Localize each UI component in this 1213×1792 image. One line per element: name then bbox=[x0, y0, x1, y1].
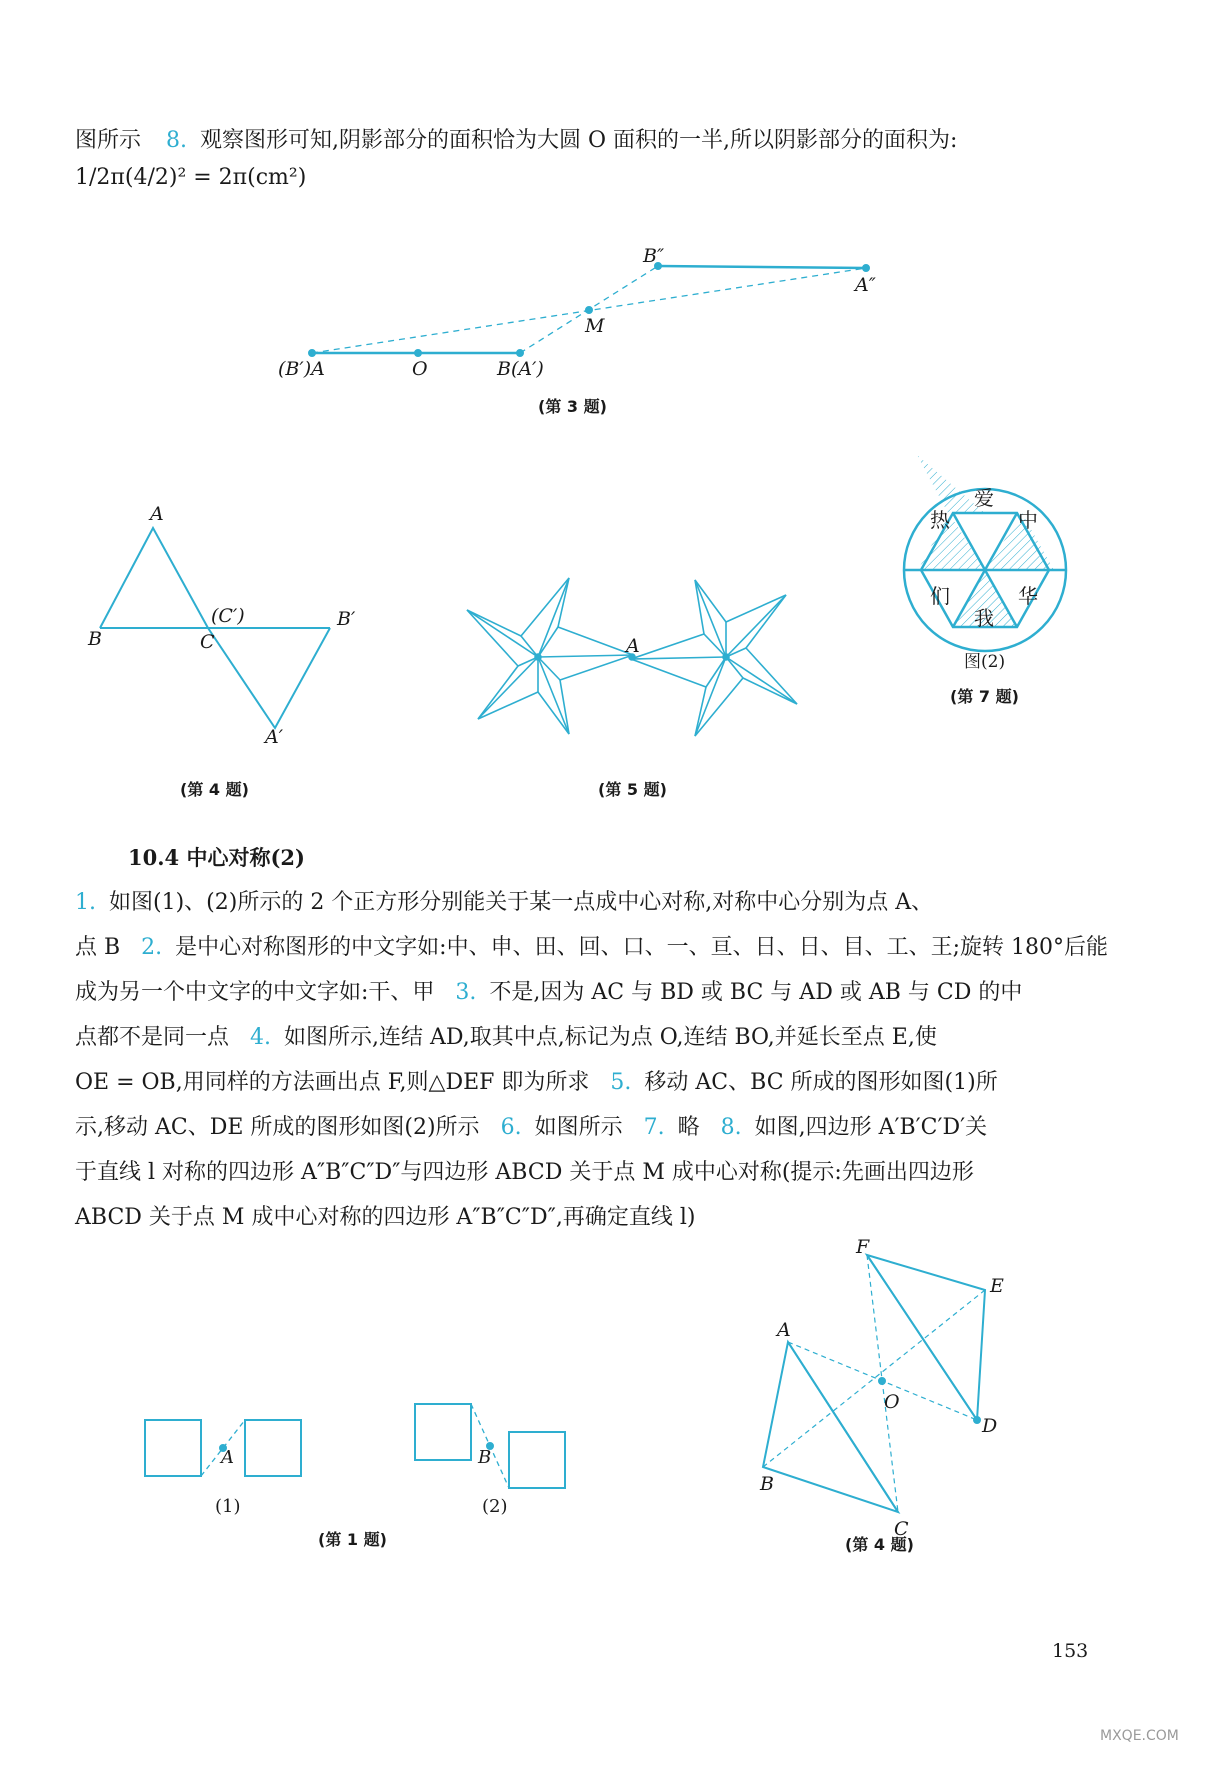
answer-text: 如图(1)、(2)所示的 2 个正方形分别能关于某一点成中心对称,对称中心分别为点 A、 bbox=[109, 890, 934, 915]
para-line-3 bbox=[75, 980, 1095, 1006]
answer-text: 点都不是同一点 bbox=[75, 1025, 230, 1050]
page-number: 153 bbox=[1052, 1640, 1089, 1662]
point-D bbox=[974, 1417, 980, 1423]
answer-text: OE = OB,用同样的方法画出点 F,则△DEF 即为所求 bbox=[75, 1070, 590, 1095]
watermark: MXQE.COM bbox=[1100, 1728, 1179, 1744]
star-right bbox=[631, 580, 797, 736]
para-line-6 bbox=[75, 1115, 1095, 1141]
point-B bbox=[517, 350, 524, 357]
char-re: 热 bbox=[930, 508, 950, 532]
triangle-ABC bbox=[100, 528, 208, 628]
answer-text: 如图,四边形 A′B′C′D′关 bbox=[754, 1115, 988, 1140]
text-fragment: 图所示 bbox=[75, 128, 142, 153]
answer-text: 于直线 l 对称的四边形 A″B″C″D″与四边形 ABCD 关于点 M 成中心对称(提示:先画出四边形 bbox=[75, 1160, 974, 1185]
label-B2: B″ bbox=[643, 245, 665, 267]
point-O bbox=[415, 350, 422, 357]
label-C: C bbox=[894, 1518, 909, 1540]
label-O: O bbox=[412, 358, 428, 380]
label-M: M bbox=[585, 315, 605, 337]
answer-text: 不是,因为 AC 与 BD 或 BC 与 AD 或 AB 与 CD 的中 bbox=[489, 980, 1023, 1005]
label-A: A bbox=[626, 635, 640, 657]
point-O bbox=[879, 1378, 885, 1384]
answer-text: 观察图形可知,阴影部分的面积恰为大圆 O 面积的一半,所以阴影部分的面积为: bbox=[200, 128, 958, 153]
star-left bbox=[467, 578, 633, 734]
para-line-2 bbox=[75, 935, 1108, 961]
center-right bbox=[723, 654, 729, 660]
label-E: E bbox=[990, 1275, 1004, 1297]
figure-5 bbox=[467, 578, 797, 736]
sublabel-1: (1) bbox=[215, 1496, 241, 1517]
segment-AC bbox=[788, 1342, 898, 1512]
question-number: 2. bbox=[141, 935, 163, 960]
question-number: 8. bbox=[720, 1115, 742, 1140]
question-number: 7. bbox=[643, 1115, 665, 1140]
figure-3 bbox=[309, 263, 870, 357]
char-zhong: 中 bbox=[1018, 508, 1038, 532]
question-number: 4. bbox=[250, 1025, 272, 1050]
sublabel-2: (2) bbox=[482, 1496, 508, 1517]
answer-text: 如图所示,连结 AD,取其中点,标记为点 O,连结 BO,并延长至点 E,使 bbox=[284, 1025, 937, 1050]
triangle-ABC bbox=[763, 1342, 898, 1512]
square-left bbox=[145, 1420, 201, 1476]
question-number: 5. bbox=[610, 1070, 632, 1095]
point-A bbox=[309, 350, 316, 357]
figure-squares-2 bbox=[415, 1404, 565, 1488]
label-A2: A″ bbox=[855, 274, 876, 296]
label-B: B bbox=[760, 1473, 774, 1495]
label-A: A bbox=[221, 1447, 234, 1468]
caption-fig5: (第 5 题) bbox=[598, 780, 667, 799]
label-A: (B′)A bbox=[278, 358, 325, 380]
question-number: 8. bbox=[166, 128, 188, 153]
label-A: A bbox=[150, 503, 164, 525]
square-top bbox=[415, 1404, 471, 1460]
label-B: B bbox=[88, 628, 102, 650]
answer-text: 点 B bbox=[75, 935, 121, 960]
label-F: F bbox=[856, 1236, 870, 1258]
point-M bbox=[586, 307, 593, 314]
triangle-ApBpCp bbox=[208, 628, 330, 728]
question-number: 6. bbox=[500, 1115, 522, 1140]
char-ai: 爱 bbox=[974, 486, 994, 510]
answer-text: 成为另一个中文字的中文字如:干、甲 bbox=[75, 980, 435, 1005]
para-line-5 bbox=[75, 1070, 1095, 1096]
sublabel-fig7: 图(2) bbox=[964, 652, 1006, 672]
caption-fig3: (第 3 题) bbox=[538, 397, 607, 416]
section-title: 10.4 中心对称(2) bbox=[128, 845, 305, 870]
question-number: 3. bbox=[455, 980, 477, 1005]
answer-text: ABCD 关于点 M 成中心对称的四边形 A″B″C″D″,再确定直线 l) bbox=[75, 1205, 696, 1230]
answer-text: 移动 AC、BC 所成的图形如图(1)所 bbox=[644, 1070, 998, 1095]
dashed-BE bbox=[763, 1290, 985, 1467]
char-men: 们 bbox=[930, 584, 950, 608]
figure-4-bottom bbox=[763, 1255, 985, 1512]
point-A2 bbox=[863, 265, 870, 272]
square-bottom bbox=[509, 1432, 565, 1488]
caption-fig4-top: (第 4 题) bbox=[180, 780, 249, 799]
para-line-8 bbox=[75, 1205, 1095, 1231]
label-O: O bbox=[884, 1391, 900, 1413]
char-hua: 华 bbox=[1018, 584, 1038, 608]
caption-fig7: (第 7 题) bbox=[950, 687, 1019, 706]
center-left bbox=[535, 654, 541, 660]
segment-B2A2 bbox=[658, 266, 866, 268]
caption-fig4-bottom: (第 4 题) bbox=[845, 1535, 914, 1554]
char-wo: 我 bbox=[974, 606, 994, 630]
para-line-7 bbox=[75, 1160, 1095, 1186]
caption-fig1: (第 1 题) bbox=[318, 1530, 387, 1549]
question-number: 1. bbox=[75, 890, 96, 915]
label-C: C bbox=[200, 631, 215, 653]
square-right bbox=[245, 1420, 301, 1476]
label-Ap: A′ bbox=[265, 726, 284, 748]
label-Cp: (C′) bbox=[211, 605, 245, 627]
para-line-1 bbox=[75, 890, 1095, 916]
para-line-4 bbox=[75, 1025, 1095, 1051]
answer-text: 略 bbox=[677, 1115, 700, 1140]
answer-text: 是中心对称图形的中文字如:中、申、田、回、口、一、亘、日、日、目、工、王;旋转 180°后能 bbox=[175, 935, 1108, 960]
label-A: A bbox=[777, 1319, 791, 1341]
label-B: B(A′) bbox=[497, 358, 544, 380]
figure-4-top bbox=[100, 528, 330, 728]
label-B: B bbox=[478, 1447, 492, 1468]
formula-text: 1/2π(4/2)² = 2π(cm²) bbox=[75, 165, 307, 190]
label-Bp: B′ bbox=[337, 608, 356, 630]
answer-text: 示,移动 AC、DE 所成的图形如图(2)所示 bbox=[75, 1115, 480, 1140]
label-D: D bbox=[982, 1415, 998, 1437]
answer-text: 如图所示 bbox=[534, 1115, 623, 1140]
